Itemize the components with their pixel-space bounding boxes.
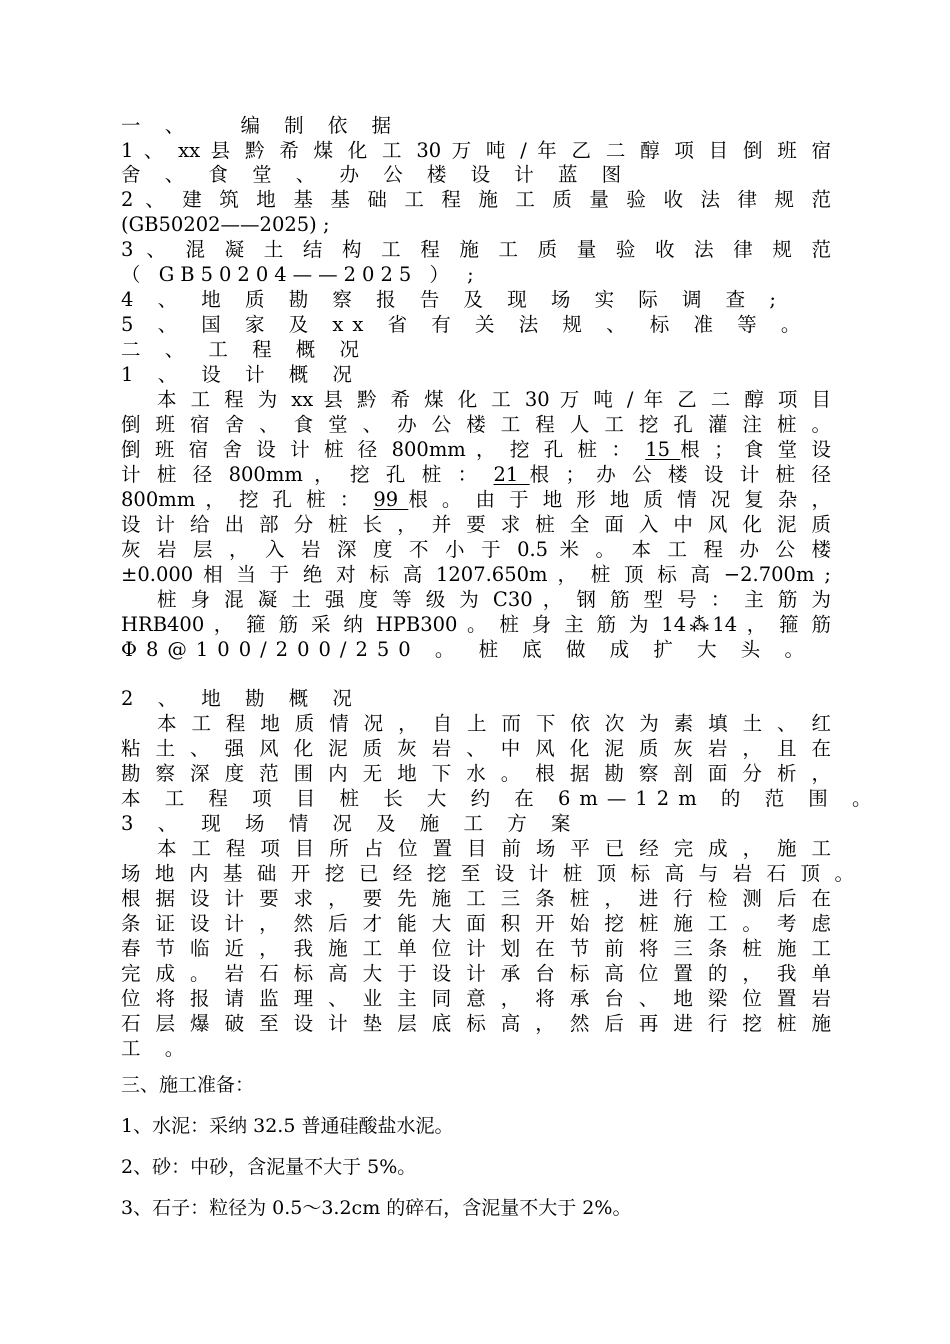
site-para-line: 春 节 临 近 ， 我 施 工 单 位 计 划 在 节 前 将 三 条 桩 施 工 bbox=[121, 937, 831, 960]
survey-para-line: 本 工 程 地 质 情 况 ， 自 上 而 下 依 次 为 素 填 土 、 红 bbox=[157, 712, 831, 735]
design-para-line: Φ8@100/200/250 。 桩 底 做 成 扩 大 头 。 bbox=[121, 638, 813, 661]
text-run: 800mm ， 挖 孔 桩 ： bbox=[121, 488, 374, 511]
text-run: 计 桩 径 800mm ， 挖 孔 桩 ： bbox=[121, 463, 494, 486]
design-para-line: ±0.000 相 当 于 绝 对 标 高 1207.650m ， 桩 顶 标 高 −2.700m ; bbox=[121, 563, 831, 586]
site-para-line: 本 工 程 项 目 所 占 位 置 目 前 场 平 已 经 完 成 ， 施 工 bbox=[157, 837, 831, 860]
heading-site-plan: 3 、 现 场 情 况 及 施 工 方 案 bbox=[121, 812, 580, 835]
site-para-line: 工 。 bbox=[121, 1037, 194, 1060]
basis-item-2-cont: (GB50202——2025) ; bbox=[121, 213, 330, 236]
basis-item-4: 4 、 地 质 勘 察 报 告 及 现 场 实 际 调 查 ; bbox=[121, 288, 785, 311]
survey-para-line: 勘 察 深 度 范 围 内 无 地 下 水 。 根 据 勘 察 剖 面 分 析 ， bbox=[121, 762, 831, 785]
site-para-line: 条 证 设 计 ， 然 后 才 能 大 面 积 开 始 挖 桩 施 工 。 考 虑 bbox=[121, 912, 831, 935]
design-para-line: 设 计 给 出 部 分 桩 长 ， 并 要 求 桩 全 面 入 中 风 化 泥 质 bbox=[121, 513, 831, 536]
pile-count-office: 99 bbox=[373, 488, 409, 511]
heading-overview: 二 、 工 程 概 况 bbox=[121, 338, 368, 361]
basis-item-1-cont: 舍 、 食 堂 、 办 公 楼 设 计 蓝 图 bbox=[121, 163, 631, 186]
site-para-line: 完 成 。 岩 石 标 高 大 于 设 计 承 台 标 高 位 置 的 ， 我 单 bbox=[121, 962, 831, 985]
basis-item-1: 1 、 xx 县 黔 希 煤 化 工 30 万 吨 / 年 乙 二 醇 项 目 倒 班 宿 bbox=[121, 139, 831, 162]
design-para-line: HRB400 ， 箍 筋 采 纳 HPB300 。 桩 身 主 筋 为 14⁂14 ， 箍 筋 bbox=[121, 613, 831, 636]
prep-item-cement: 1、水泥：采纳 32.5 普通硅酸盐水泥。 bbox=[121, 1115, 454, 1137]
prep-item-sand: 2、砂：中砂，含泥量不大于 5%。 bbox=[121, 1156, 417, 1178]
heading-basis: 一 、 编 制 依 据 bbox=[121, 114, 401, 137]
text-run: 倒 班 宿 舍 设 计 桩 径 800mm ， 挖 孔 桩 ： bbox=[121, 438, 646, 461]
site-para-line: 位 将 报 请 监 理 、 业 主 同 意 ， 将 承 台 、 地 梁 位 置 岩 bbox=[121, 987, 831, 1010]
site-para-line: 石 层 爆 破 至 设 计 垫 层 底 标 高 ， 然 后 再 进 行 挖 桩 施 bbox=[121, 1012, 831, 1035]
pile-count-canteen: 21 bbox=[493, 463, 530, 486]
survey-para-line: 本 工 程 项 目 桩 长 大 约 在 6m—12m 的 范 围 。 bbox=[121, 787, 881, 810]
text-run: 根 。 由 于 地 形 地 质 情 况 复 杂 ， bbox=[408, 488, 831, 511]
design-para-line: 桩 身 混 凝 土 强 度 等 级 为 C30 ， 钢 筋 型 号 ： 主 筋 为 bbox=[157, 588, 831, 611]
design-para-line: 本 工 程 为 xx 县 黔 希 煤 化 工 30 万 吨 / 年 乙 二 醇 项 目 bbox=[157, 388, 831, 411]
heading-survey: 2 、 地 勘 概 况 bbox=[121, 687, 361, 710]
basis-item-3: 3 、 混 凝 土 结 构 工 程 施 工 质 量 验 收 法 律 规 范 bbox=[121, 238, 831, 261]
heading-design: 1 、 设 计 概 况 bbox=[121, 363, 361, 386]
prep-item-gravel: 3、石子：粒径为 0.5～3.2cm 的碎石，含泥量不大于 2%。 bbox=[121, 1197, 632, 1219]
design-para-line bbox=[121, 462, 831, 487]
site-para-line: 场 地 内 基 础 开 挖 已 经 挖 至 设 计 桩 顶 标 高 与 岩 石 顶 。 bbox=[121, 862, 854, 885]
basis-item-5: 5 、 国 家 及 xx 省 有 关 法 规 、 标 准 等 。 bbox=[121, 313, 810, 336]
design-para-line: 倒 班 宿 舍 、 食 堂 、 办 公 楼 工 程 人 工 挖 孔 灌 注 桩 。 bbox=[121, 413, 831, 436]
site-para-line: 根 据 设 计 要 求 ， 要 先 施 工 三 条 桩 ， 进 行 检 测 后 在 bbox=[121, 887, 831, 910]
survey-para-line: 粘 土 、 强 风 化 泥 质 灰 岩 、 中 风 化 泥 质 灰 岩 ， 且 在 bbox=[121, 737, 831, 760]
design-para-line bbox=[121, 487, 831, 512]
design-para-line bbox=[121, 437, 831, 462]
design-para-line: 灰 岩 层 ， 入 岩 深 度 不 小 于 0.5 米 。 本 工 程 办 公 楼 bbox=[121, 538, 831, 561]
basis-item-2: 2 、 建 筑 地 基 基 础 工 程 施 工 质 量 验 收 法 律 规 范 bbox=[121, 188, 831, 211]
pile-count-dorm: 15 bbox=[645, 438, 681, 461]
heading-preparation: 三、施工准备： bbox=[121, 1074, 255, 1096]
basis-item-3-cont: （ GB50204——2025 ） ; bbox=[121, 263, 480, 286]
text-run: 根 ； 办 公 楼 设 计 桩 径 bbox=[529, 463, 831, 486]
text-run: 根 ； 食 堂 设 bbox=[680, 438, 832, 461]
